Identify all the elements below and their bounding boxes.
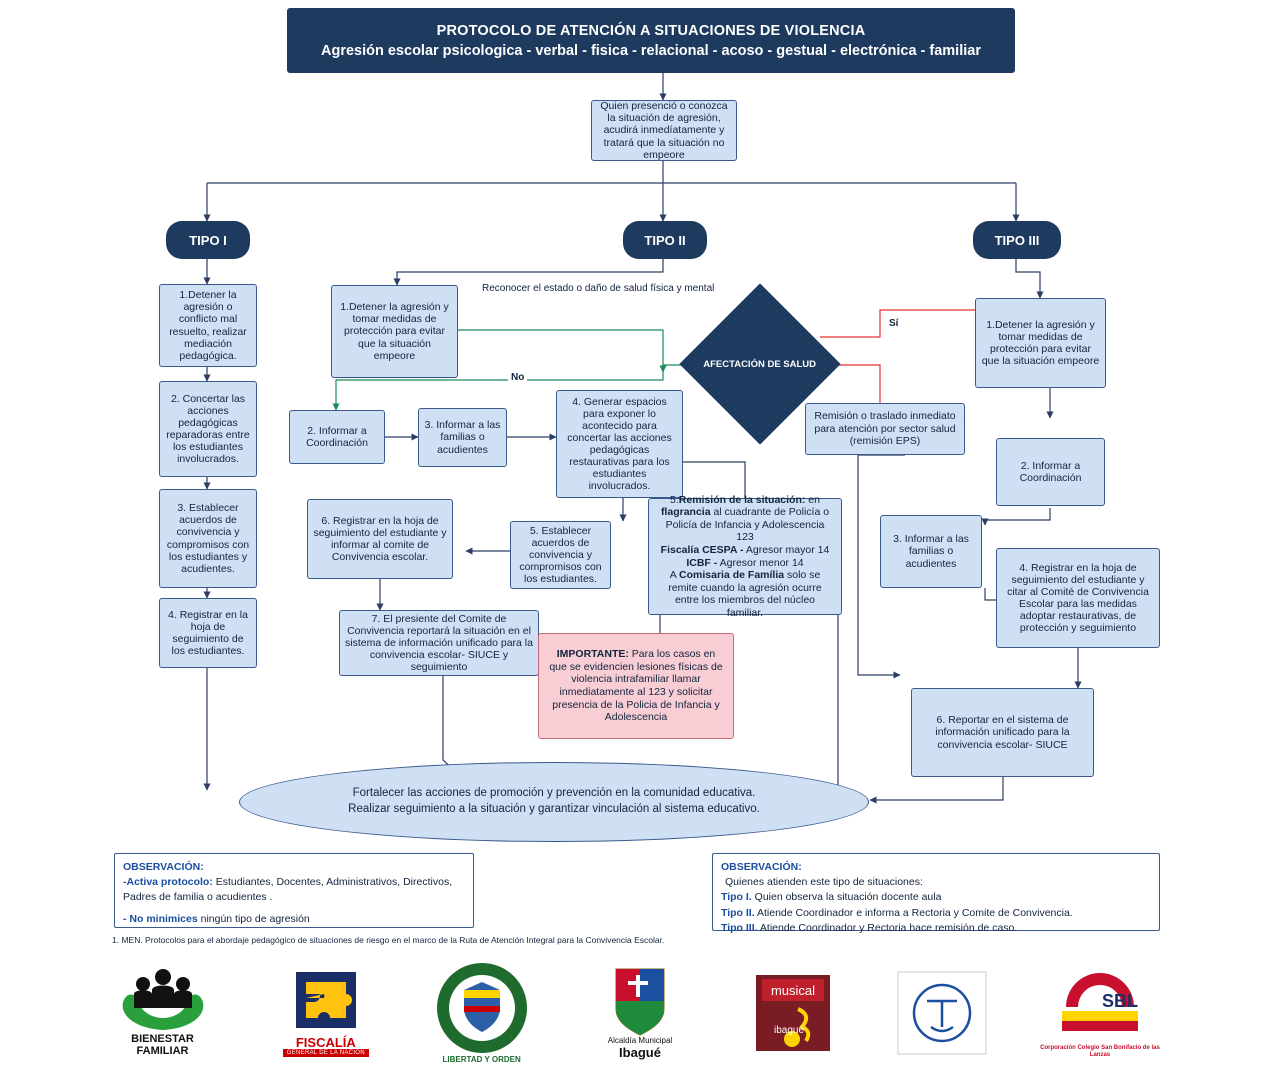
alcaldia-ibague-logo bbox=[585, 965, 695, 1061]
tipo2-step-4: 4. Generar espacios para exponer lo acontecido para concertar las acciones pedagógicas restaurativas para los estudiantes involucrados. bbox=[556, 390, 683, 498]
observacion-right-l3-label: Tipo III. bbox=[721, 921, 758, 934]
escudo-colombia-icon bbox=[434, 960, 530, 1056]
remision-t9: A bbox=[669, 569, 680, 582]
fiscalia-line-1: FISCALÍA bbox=[295, 1034, 356, 1050]
tipo1-step-4: 4. Registrar en la hoja de seguimiento de los estudiantes. bbox=[159, 598, 257, 668]
tipo2-step-7: 7. El presiente del Comite de Convivencia reportará la situación en el sistema de información unificado para la convivencia escolar- SIUCE y seguimiento bbox=[339, 610, 539, 676]
tipo3-step-2: 2. Informar a Coordinación bbox=[996, 438, 1105, 506]
svg-text:ibagué: ibagué bbox=[774, 1024, 805, 1036]
tipo2-step-6: 6. Registrar en la hoja de seguimiento del estudiante y informar al comite de Convivencia escolar. bbox=[307, 499, 453, 579]
observacion-right-l2-label: Tipo II. bbox=[721, 906, 755, 919]
tipo1-step-2: 2. Concertar las acciones pedagógicas reparadoras entre los estudiantes involucrados. bbox=[159, 381, 257, 477]
remision-eps-node: Remisión o traslado inmediato para atención por sector salud (remisión EPS) bbox=[805, 403, 965, 455]
tipo3-step-3: 3. Informar a las familias o acudientes bbox=[880, 515, 982, 588]
fiscalia-puzzle-icon bbox=[290, 968, 362, 1034]
bienestar-line-1: BIENESTAR bbox=[131, 1032, 194, 1045]
bienestar-line-2: FAMILIAR bbox=[136, 1044, 189, 1057]
institucion-educativa-logo bbox=[892, 971, 992, 1055]
page-title bbox=[287, 8, 1015, 73]
observacion-left-l1-label: -Activa protocolo: bbox=[123, 876, 213, 889]
alcaldia-line-1: Alcaldía Municipal bbox=[607, 1035, 673, 1045]
fiscalia-line-2: GENERAL DE LA NACIÓN bbox=[286, 1050, 365, 1057]
sbl-san-bonifacio-logo bbox=[1040, 967, 1160, 1058]
importante-text: Para los casos en que se evidencien lesiones físicas de violencia intrafamiliar llamar inmediatamente al 123 y solicitar presencia de la Policia de Infancia y Adolescencia bbox=[549, 648, 723, 724]
remision-situacion-node bbox=[648, 493, 842, 619]
observacion-right-l3-text: Atiende Coordinador y Rectoria hace remisión de caso. bbox=[757, 921, 1018, 934]
tipo1-step-3: 3. Establecer acuerdos de convivencia y compromisos con los estudiantes y acudientes. bbox=[159, 489, 257, 588]
escudo-line-2: LIBERTAD Y ORDEN bbox=[442, 1055, 521, 1065]
decision-label: AFECTACIÓN DE SALUD bbox=[703, 358, 817, 370]
remision-t3: flagrancia bbox=[660, 506, 711, 519]
tipo3-step-4: 4. Registrar en la hoja de seguimiento del estudiante y citar al Comité de Convivencia Escolar para las medidas adoptar restaurativas, de protección y seguimiento bbox=[996, 548, 1160, 648]
observacion-left bbox=[114, 853, 474, 928]
alcaldia-line-2: Ibagué bbox=[619, 1045, 661, 1061]
observacion-left-header: OBSERVACIÓN: bbox=[123, 861, 204, 873]
remision-t6: Agresor mayor 14 bbox=[743, 543, 830, 556]
tipo2-step-3: 3. Informar a las familias o acudientes bbox=[418, 408, 507, 467]
edge-label-si: Sí bbox=[886, 318, 901, 329]
observacion-left-l2-label: - No minimices bbox=[123, 912, 198, 925]
escudo-ibague-icon bbox=[610, 965, 670, 1037]
observacion-right-intro: Quienes atienden este tipo de situaciones: bbox=[725, 876, 923, 889]
final-line-1: Fortalecer las acciones de promoción y prevención en la comunidad educativa. bbox=[352, 787, 756, 800]
remision-t2: en bbox=[805, 493, 820, 506]
fiscalia-logo bbox=[273, 968, 378, 1058]
remision-t11: solo se remite cuando la agresión ocurre entre los miembros del núcleo familiar. bbox=[668, 569, 822, 619]
final-line-2: Realizar seguimiento a la situación y garantizar vinculación al sistema educativo. bbox=[348, 803, 760, 815]
observacion-right bbox=[712, 853, 1160, 934]
institucion-educativa-icon bbox=[897, 971, 987, 1055]
start-node: Quien presenció o conozca la situación de agresión, acudirá inmedíatamente y tratará que la situación no empeore bbox=[591, 100, 737, 161]
remision-num: 5. bbox=[670, 493, 679, 506]
observacion-left-l2-text: ningún tipo de agresión bbox=[197, 912, 310, 925]
svg-text:SBL: SBL bbox=[1101, 990, 1138, 1011]
observacion-left-l1-text: Estudiantes, Docentes, Administrativos, Directivos, Padres de familia o acudientes . bbox=[123, 876, 453, 904]
sbl-icon bbox=[1048, 967, 1152, 1045]
tipo2-step-1: 1.Detener la agresión y tomar medidas de protección para evitar que la situación empeore bbox=[331, 285, 458, 378]
importante-node bbox=[538, 640, 734, 732]
svg-text:musical: musical bbox=[771, 982, 816, 998]
tipo3-step-6: 6. Reportar en el sistema de información unificado para la convivencia escolar- SIUCE bbox=[911, 688, 1094, 777]
tipo2-step-5: 5. Establecer acuerdos de convivencia y compromisos con los estudiantes. bbox=[510, 521, 611, 589]
title-line-1: PROTOCOLO DE ATENCIÓN A SITUACIONES DE VIOLENCIA bbox=[436, 22, 866, 39]
pill-tipo-2[interactable]: TIPO II bbox=[623, 221, 707, 259]
edge-label-reconocer: Reconocer el estado o daño de salud física y mental bbox=[479, 283, 717, 294]
bienestar-hands-icon bbox=[115, 968, 211, 1034]
logo-strip bbox=[100, 955, 1160, 1070]
pill-tipo-3[interactable]: TIPO III bbox=[973, 221, 1061, 259]
observacion-right-l2-text: Atiende Coordinador e informa a Rectoria y Comite de Convivencia. bbox=[754, 906, 1073, 919]
tipo3-step-1: 1.Detener la agresión y tomar medidas de protección para evitar que la situación empeore bbox=[975, 298, 1106, 388]
remision-t4: al cuadrante de Policía o Policía de Infancia y Adolescencia 123 bbox=[665, 506, 830, 544]
remision-t7: ICBF - bbox=[686, 556, 718, 569]
remision-t1: Remisión de la situación: bbox=[678, 493, 806, 506]
final-node bbox=[239, 762, 869, 842]
capital-musical-icon bbox=[754, 973, 832, 1053]
tipo1-step-1: 1.Detener la agresión o conflicto mal resuelto, realizar mediación pedagógica. bbox=[159, 284, 257, 367]
ibague-capital-musical-logo bbox=[743, 973, 843, 1053]
tipo2-step-2: 2. Informar a Coordinación bbox=[289, 410, 385, 464]
observacion-right-header: OBSERVACIÓN: bbox=[721, 861, 802, 873]
observacion-right-l1-label: Tipo I. bbox=[721, 891, 752, 904]
footnote: 1. MEN. Protocolos para el abordaje pedagógico de situaciones de riesgo en el marco de la Ruta de Atención Integral para la Convivencia Escolar. bbox=[112, 935, 665, 945]
edge-label-no: No bbox=[508, 372, 527, 383]
sbl-line-2: Corporación Colegio San Bonifacio de las Lanzas bbox=[1040, 1044, 1160, 1058]
remision-t5: Fiscalía CESPA - bbox=[660, 543, 744, 556]
importante-label: IMPORTANTE: bbox=[556, 648, 629, 661]
observacion-right-l1-text: Quien observa la situación docente aula bbox=[751, 891, 942, 904]
title-line-2: Agresión escolar psicologica - verbal - fisica - relacional - acoso - gestual - electrónica - familiar bbox=[321, 42, 981, 59]
bienestar-familiar-logo bbox=[100, 968, 225, 1057]
pill-tipo-1[interactable]: TIPO I bbox=[166, 221, 250, 259]
remision-t10: Comisaria de Família bbox=[679, 569, 785, 582]
escudo-colombia-logo bbox=[427, 960, 537, 1065]
remision-t8: Agresor menor 14 bbox=[717, 556, 804, 569]
